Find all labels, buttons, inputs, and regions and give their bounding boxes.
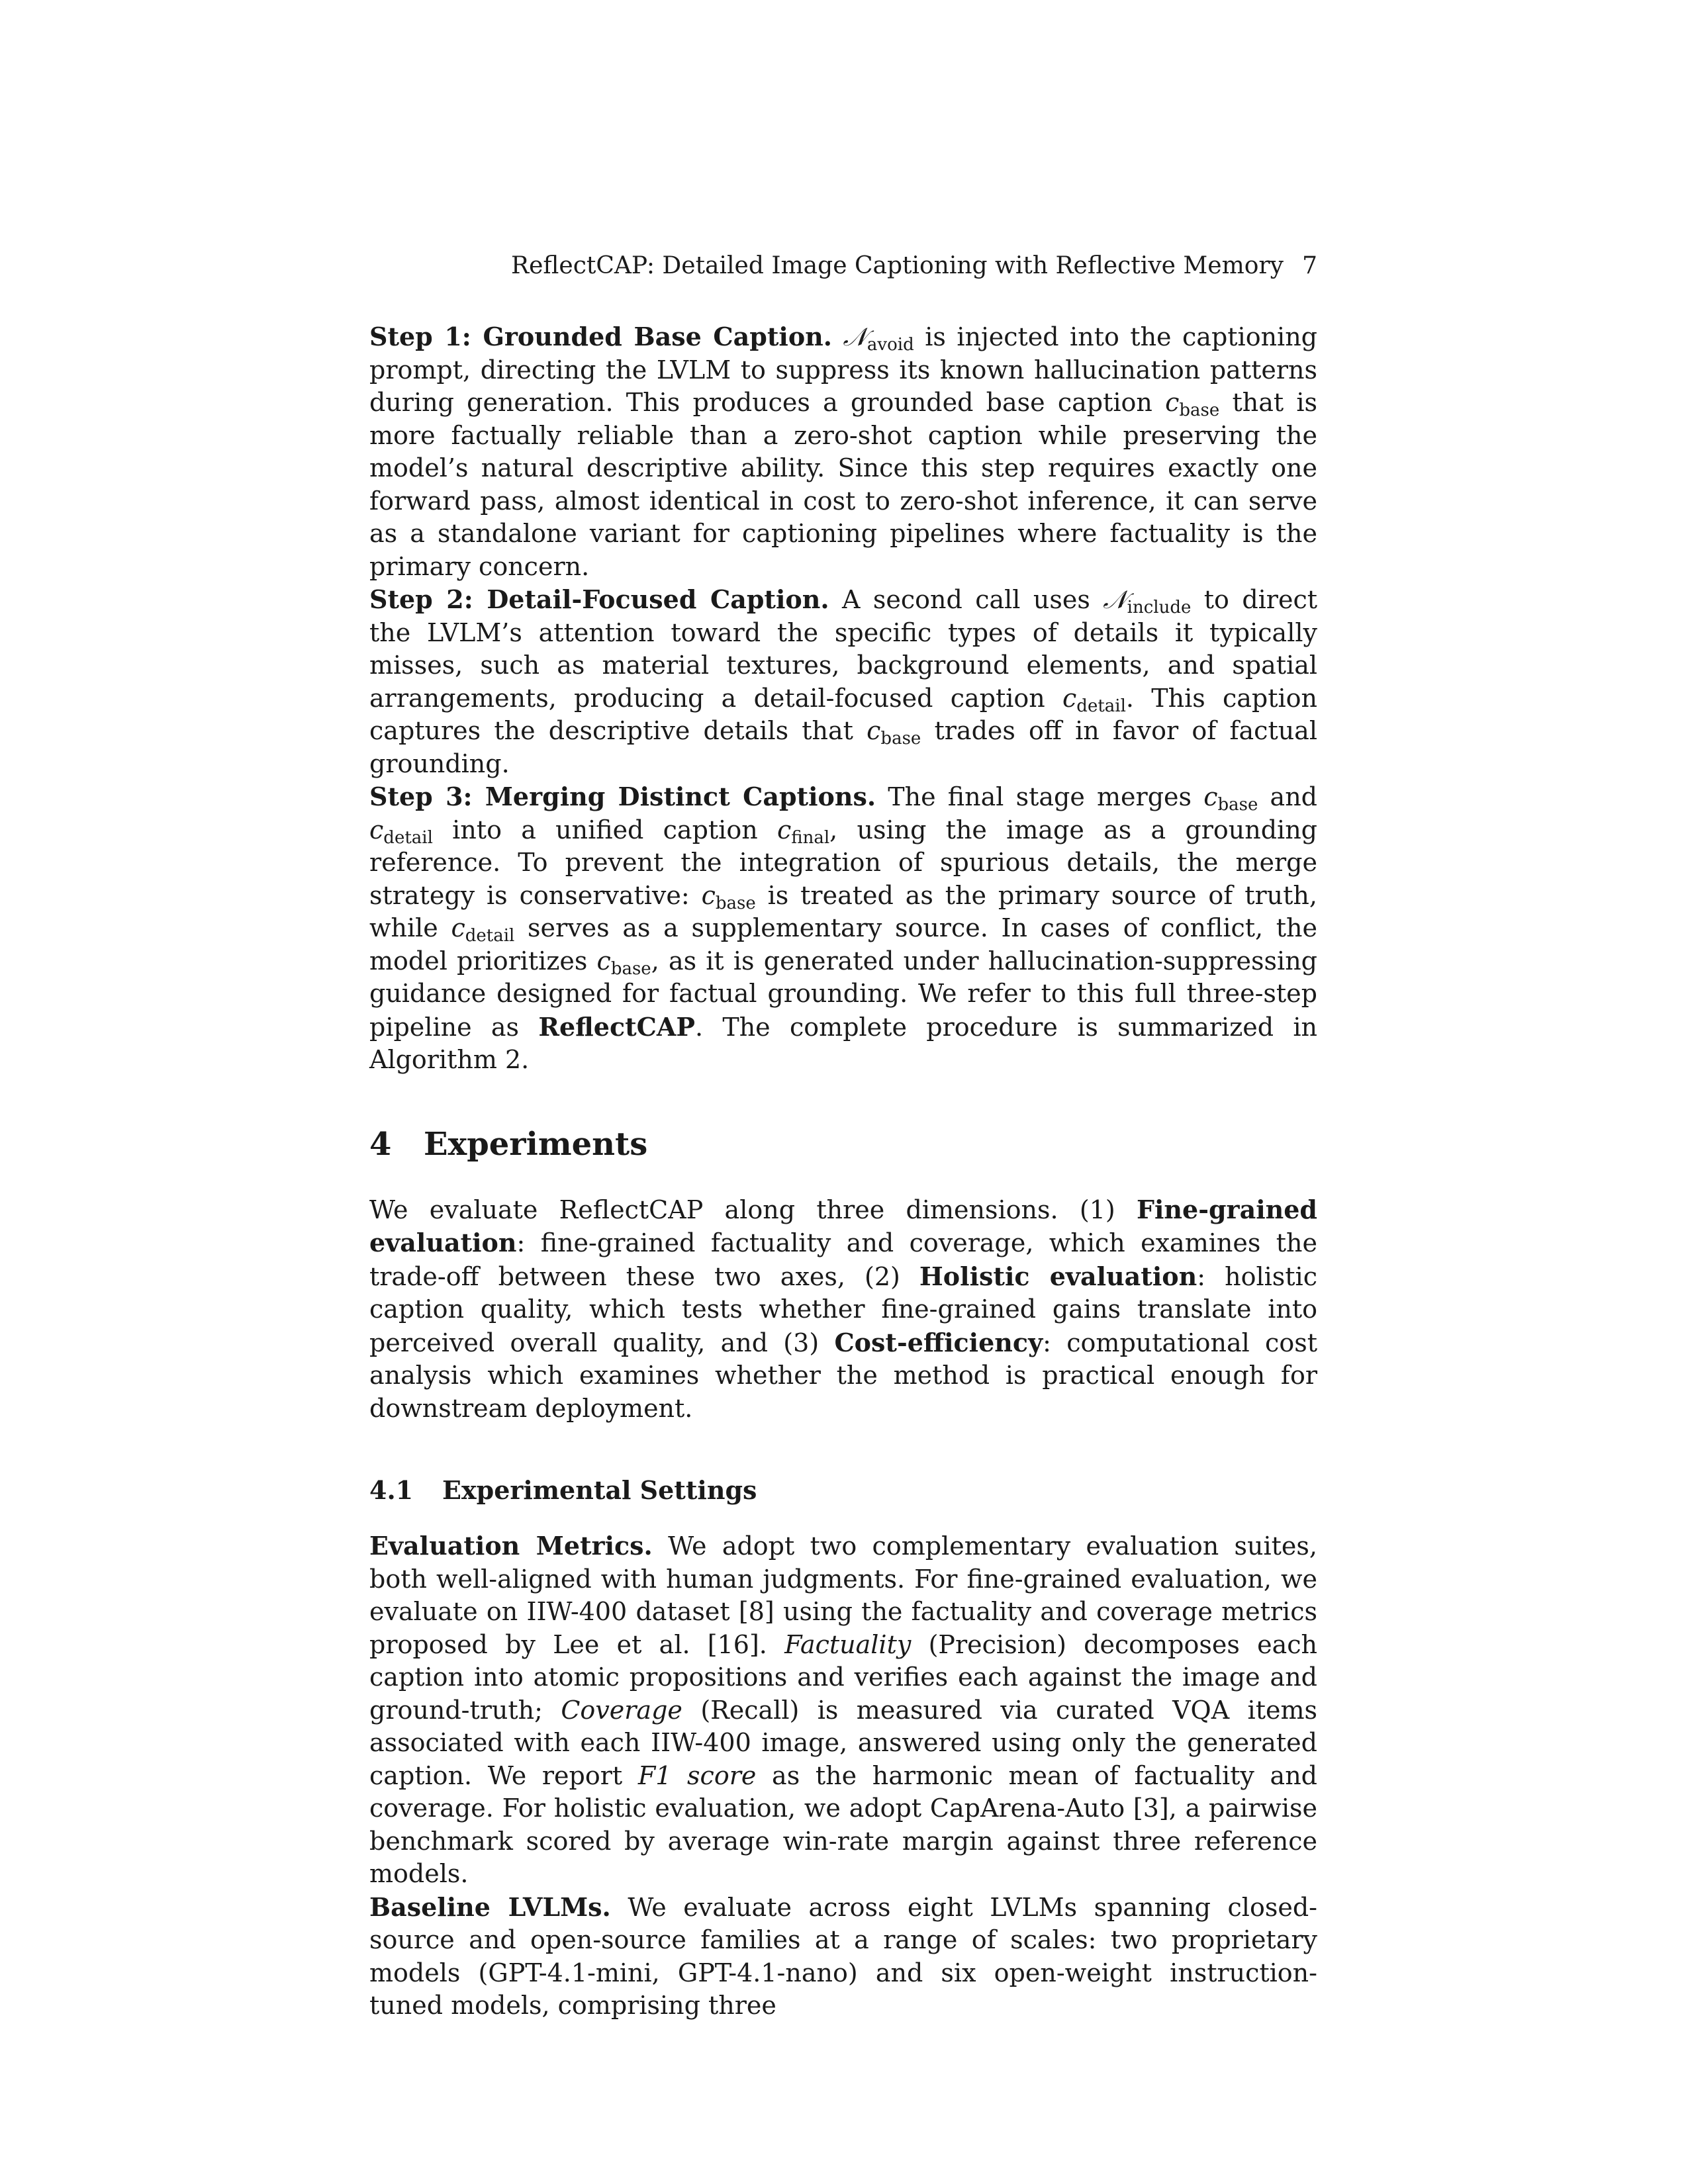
c-symbol: c [451, 913, 465, 942]
italic-term: F1 score [637, 1760, 757, 1790]
c-base-subscript: base [1217, 795, 1258, 815]
section-heading [369, 1124, 1317, 1164]
c-detail-subscript: detail [383, 827, 433, 848]
step1-paragraph [369, 320, 1317, 583]
step3-text: , as it is generated under hallucination-suppressing guidance designed for factual grounding. We refer to this full three-step pipeline as [369, 946, 1317, 1042]
metrics-paragraph [369, 1529, 1317, 1891]
step2-heading: Step 2: Detail-Focused Caption. [369, 584, 829, 614]
step2-paragraph [369, 583, 1317, 780]
n-avoid-subscript: avoid [867, 335, 914, 355]
step3-text: into a unified caption [432, 815, 777, 844]
n-avoid-symbol: 𝒩 [843, 322, 867, 351]
c-base-subscript: base [715, 893, 756, 913]
page-number: 7 [1302, 252, 1317, 279]
step3-heading: Step 3: Merging Distinct Captions. [369, 782, 876, 811]
step1-text: that is more factually reliable than a zero-shot caption while preserving the model’s natural descriptive ability. Since this step requires exactly one forward pass, almost identical in cost to zero-shot inference, it can serve as a standalone variant for captioning pipelines where factuality is the primary concern. [369, 388, 1318, 581]
step3-text: , using the image as a grounding reference. To prevent the integration of spurious details, the merge strategy is conservative: [369, 815, 1318, 910]
intro-text: : holistic caption quality, which tests whether fine-grained gains translate into perceived overall quality, and (3) [369, 1261, 1317, 1357]
subsection-title: Experimental Settings [442, 1475, 757, 1505]
metrics-text: (Precision) decomposes each caption into atomic propositions and verifies each against the image and ground-truth; [369, 1629, 1318, 1725]
italic-term: Coverage [561, 1695, 682, 1725]
c-symbol: c [776, 815, 792, 844]
c-detail-subscript: detail [465, 926, 515, 946]
intro-text: : computational cost analysis which examines whether the method is practical enough for downstream deployment. [369, 1328, 1317, 1423]
step2-text: to direct the LVLM’s attention toward the specific types of details it typically misses, such as material textures, background elements, and spatial arrangements, producing a detail-focused caption [369, 585, 1317, 713]
c-symbol: c [1062, 683, 1077, 713]
n-include-subscript: include [1127, 598, 1192, 617]
c-symbol: c [1165, 388, 1180, 417]
running-title: ReflectCAP: Detailed Image Captioning with Reflective Memory [511, 252, 1284, 279]
baselines-heading: Baseline LVLMs. [369, 1891, 611, 1922]
step2-text: A second call uses [829, 585, 1103, 614]
italic-term: Factuality [784, 1629, 912, 1659]
running-header [369, 246, 1317, 286]
experiments-intro-paragraph [369, 1193, 1317, 1426]
c-final-subscript: final [791, 827, 830, 848]
c-symbol: c [596, 946, 611, 976]
paper-page [369, 246, 1317, 2023]
c-base-subscript: base [610, 958, 651, 979]
step2-text: . This caption captures the descriptive details that [369, 683, 1318, 745]
n-include-symbol: 𝒩 [1103, 585, 1127, 614]
step2-text: trades off in favor of factual grounding. [369, 716, 1317, 778]
metrics-text: (Recall) is measured via curated VQA items associated with each IIW-400 image, answered using only the generated caption. We report [369, 1695, 1317, 1790]
intro-text: : fine-grained factuality and coverage, which examines the trade-off between these two axes, (2) [369, 1228, 1317, 1291]
section-number: 4 [369, 1125, 392, 1163]
bold-term: Fine-grained evaluation [369, 1194, 1317, 1257]
c-symbol: c [867, 716, 881, 745]
intro-text: We evaluate ReflectCAP along three dimensions. (1) [369, 1195, 1137, 1224]
metrics-heading: Evaluation Metrics. [369, 1531, 653, 1561]
c-detail-subscript: detail [1076, 696, 1126, 716]
metrics-text: as the harmonic mean of factuality and coverage. For holistic evaluation, we adopt CapArena-Auto [3], a pairwise benchmark scored by average win-rate margin against three reference models. [369, 1760, 1318, 1888]
step3-paragraph [369, 780, 1317, 1077]
c-symbol: c [369, 815, 384, 844]
step3-text: and [1258, 782, 1317, 811]
bold-term: Cost-efficiency [834, 1327, 1043, 1357]
subsection-heading [369, 1474, 1317, 1507]
baselines-paragraph [369, 1891, 1317, 2023]
baselines-text: We evaluate across eight LVLMs spanning closed-source and open-source families at a range of scales: two proprietary models (GPT-4.1-mini, GPT-4.1-nano) and six open-weight instruction-tuned models, comprising three [369, 1892, 1317, 2020]
method-name: ReflectCAP [538, 1011, 695, 1042]
c-symbol: c [701, 880, 716, 910]
step1-heading: Step 1: Grounded Base Caption. [369, 322, 833, 351]
c-base-subscript: base [880, 729, 921, 749]
c-symbol: c [1203, 782, 1218, 811]
metrics-text: We adopt two complementary evaluation suites, both well-aligned with human judgments. For fine-grained evaluation, we evaluate on IIW-400 dataset [8] using the factuality and coverage metrics proposed by Lee et al. [16]. [369, 1531, 1317, 1659]
c-base-subscript: base [1179, 400, 1220, 420]
step1-text: is injected into the captioning prompt, directing the LVLM to suppress its known hallucination patterns during generation. This produces a grounded base caption [369, 322, 1317, 417]
bold-term: Holistic evaluation [919, 1261, 1197, 1291]
step3-text: . The complete procedure is summarized in Algorithm 2. [369, 1012, 1317, 1074]
step3-text: is treated as the primary source of truth, while [369, 880, 1317, 942]
subsection-number: 4.1 [369, 1475, 414, 1505]
section-title: Experiments [424, 1125, 648, 1163]
step3-text: serves as a supplementary source. In cases of conflict, the model prioritizes [369, 913, 1317, 976]
step3-text: The final stage merges [876, 782, 1204, 811]
